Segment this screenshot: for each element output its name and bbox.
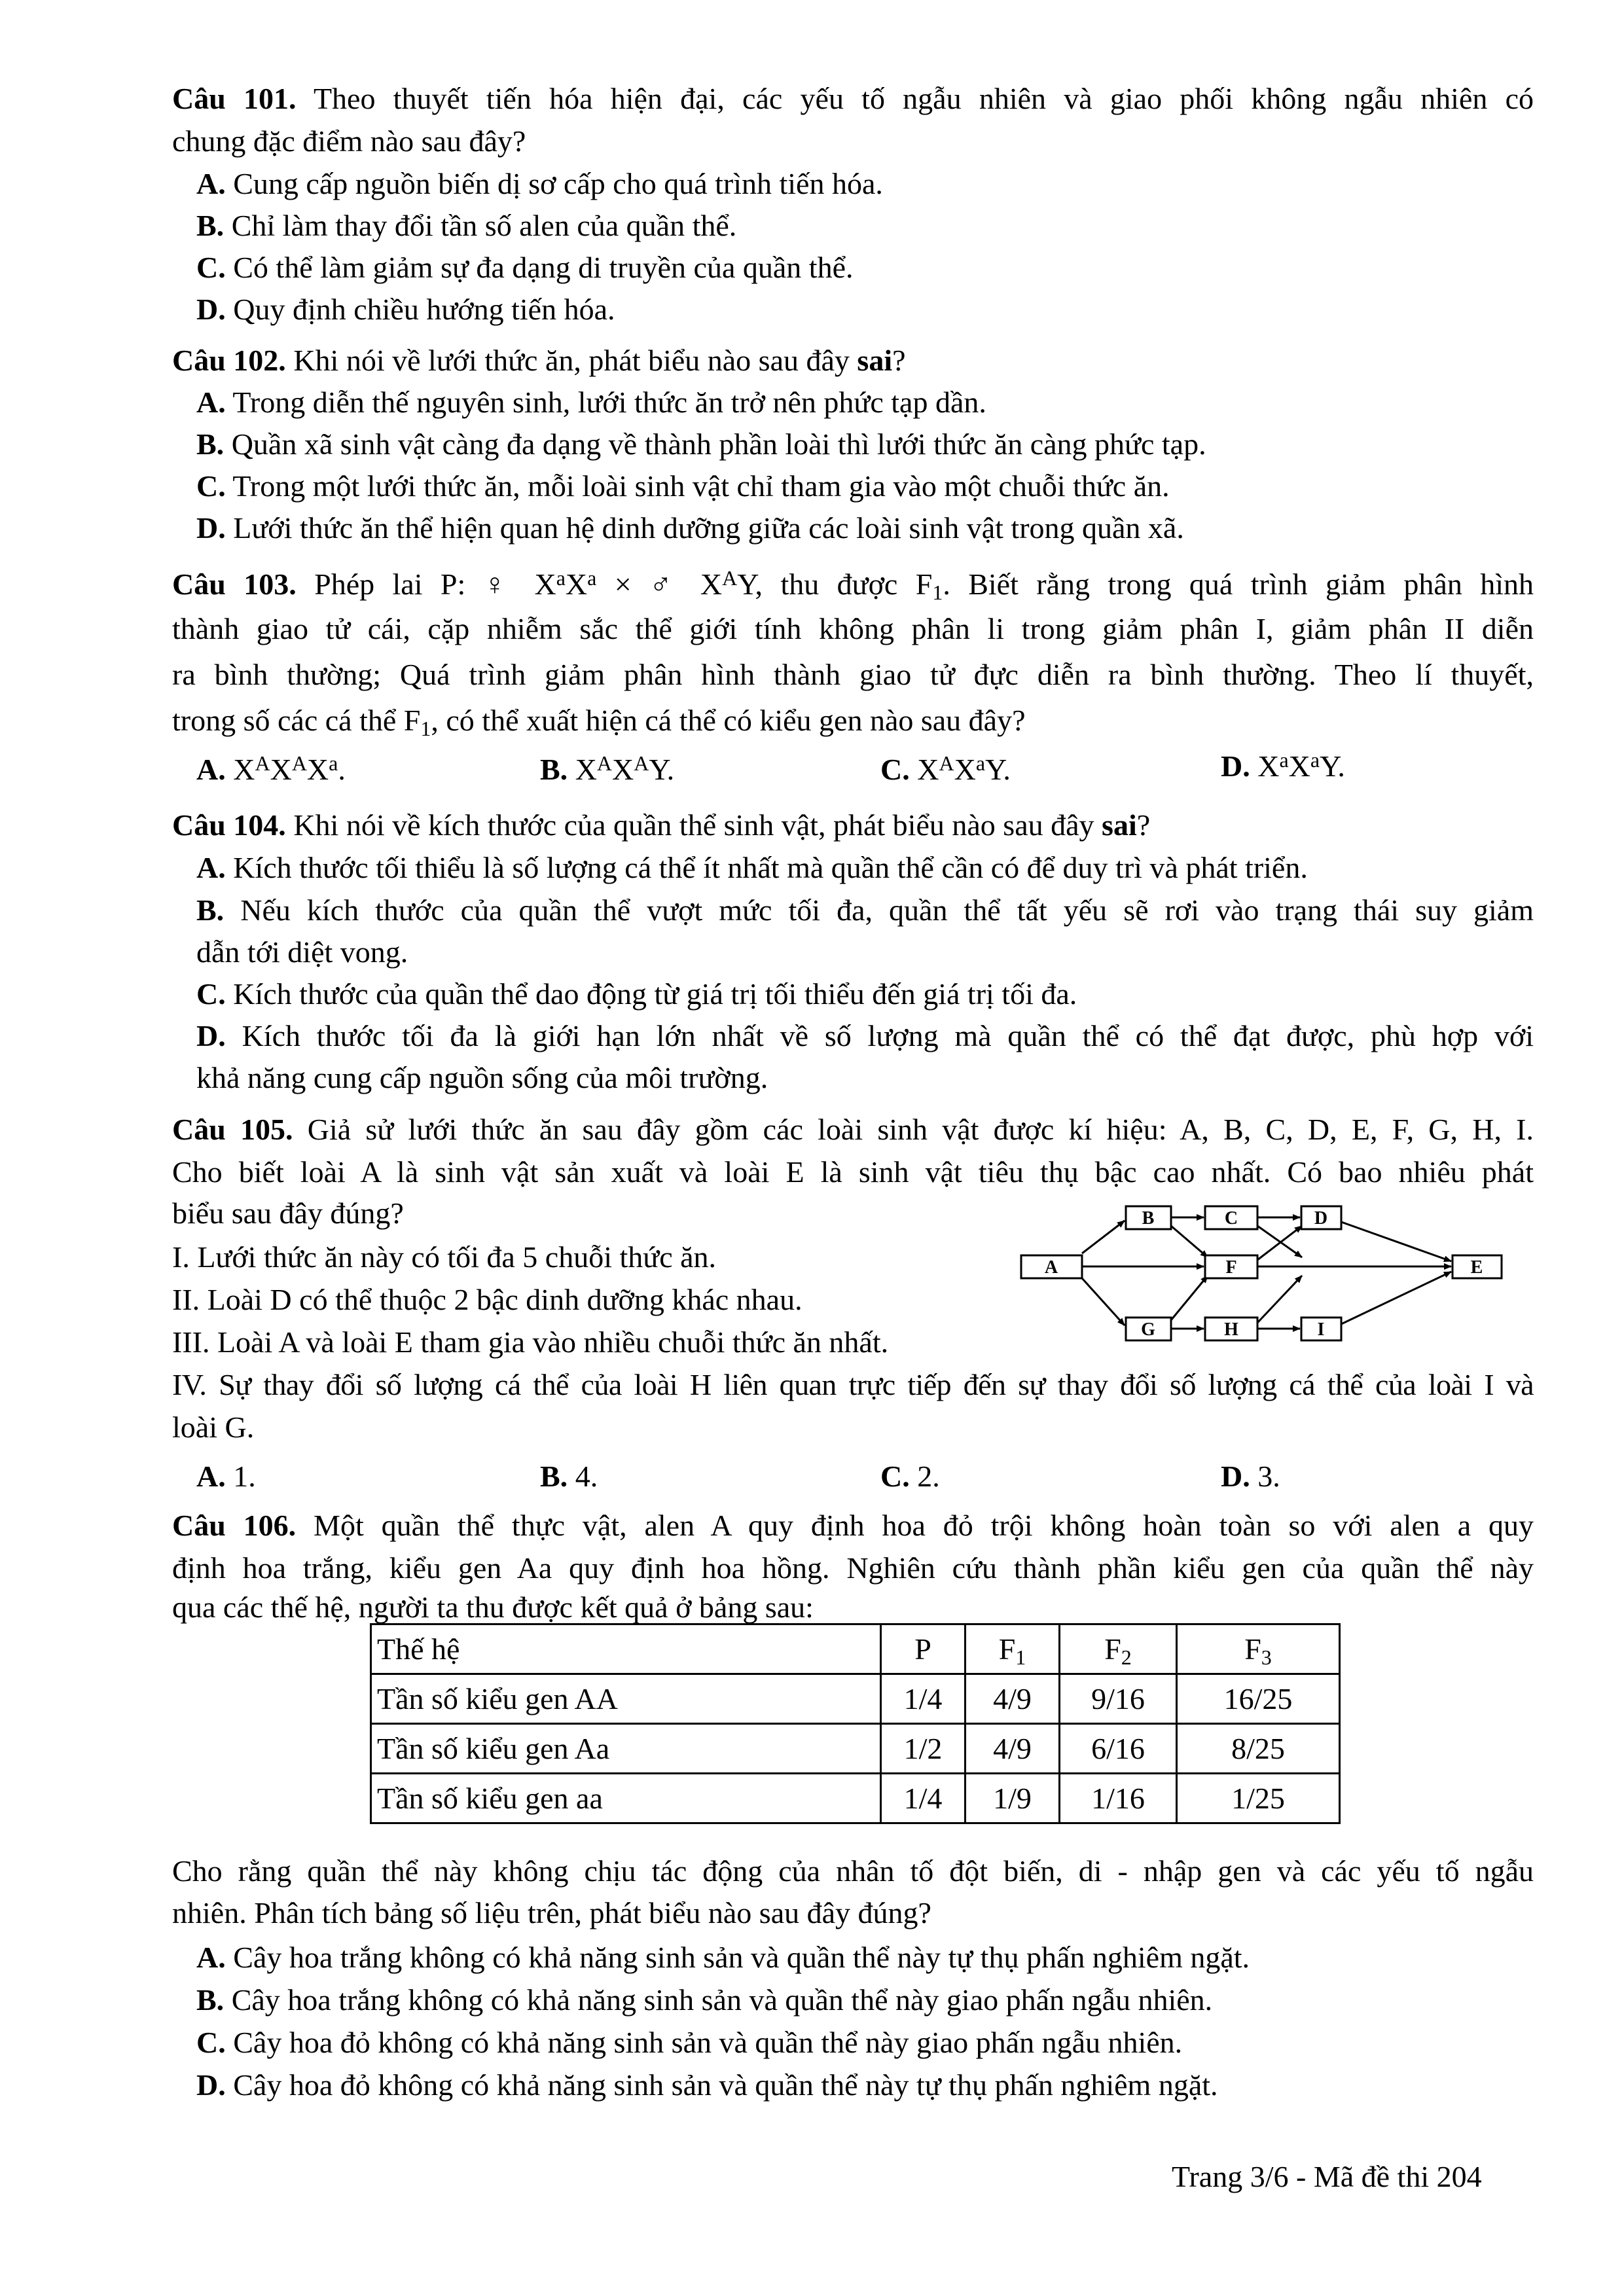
- edge-a-g: [1082, 1278, 1125, 1325]
- superscript: a: [1310, 748, 1320, 772]
- subscript: 1: [1015, 1645, 1026, 1669]
- q103-cross-text: Phép lai P: ♀ X: [314, 567, 556, 601]
- q103-stem-line1: [172, 564, 1534, 605]
- option-text: Quy định chiều hướng tiến hóa.: [233, 293, 615, 326]
- node-e-label: E: [1470, 1257, 1483, 1278]
- food-web-diagram: [1018, 1194, 1528, 1358]
- q104-option-b-line1: [196, 890, 1534, 931]
- genotype-letter: X: [954, 753, 976, 786]
- table-cell: 1/4: [881, 1674, 965, 1724]
- option-key: A.: [196, 1460, 226, 1493]
- genotype-letter: X: [1288, 749, 1310, 783]
- table-cell: 1/2: [881, 1724, 965, 1774]
- option-key: C.: [196, 251, 226, 284]
- q103-option-d: [1221, 746, 1345, 787]
- q102-stem-end: ?: [892, 344, 906, 377]
- q104-option-d-line2: khả năng cung cấp nguồn sống của môi trường.: [196, 1061, 768, 1094]
- q105-answer-d: [1221, 1456, 1280, 1497]
- option-key: C.: [880, 753, 910, 786]
- q106-stem-line3: qua các thế hệ, người ta thu được kết quả ở bảng sau:: [172, 1590, 814, 1624]
- option-key: A.: [196, 851, 226, 884]
- q103-stem-line4: [172, 700, 1534, 741]
- q104-option-d-line1: [196, 1016, 1534, 1056]
- subscript: 1: [932, 581, 943, 604]
- q106-stem-line1: [172, 1505, 1534, 1546]
- q101-label: Câu 101.: [172, 82, 297, 115]
- q104-stem-end: ?: [1136, 808, 1151, 842]
- option-key: A.: [196, 167, 226, 200]
- q106-option-d: [196, 2065, 1558, 2106]
- option-key: B.: [540, 1460, 568, 1493]
- table-cell: 4/9: [965, 1674, 1060, 1724]
- option-key: D.: [1221, 1460, 1250, 1493]
- option-text: Kích thước của quần thể dao động từ giá trị tối thiểu đến giá trị tối đa.: [233, 977, 1077, 1011]
- table-cell: Tần số kiểu gen Aa: [371, 1724, 881, 1774]
- q103-option-b: [540, 749, 674, 790]
- genotype-letter: X: [612, 753, 634, 786]
- option-key: C.: [880, 1460, 910, 1493]
- q104-label: Câu 104.: [172, 808, 286, 842]
- option-text: 1.: [233, 1460, 256, 1493]
- q105-stem-line2: Cho biết loài A là sinh vật sản xuất và loài E là sinh vật tiêu thụ bậc cao nhất. Có bao nhiêu phát: [172, 1155, 1534, 1189]
- subscript: 2: [1121, 1645, 1132, 1669]
- q103-stem-text: , có thể xuất hiện cá thể có kiểu gen nào sau đây?: [431, 704, 1026, 737]
- table-header-cell: Thế hệ: [371, 1624, 881, 1674]
- q106-stem-line2: định hoa trắng, kiểu gen Aa quy định hoa hồng. Nghiên cứu thành phần kiểu gen của quần thể này: [172, 1551, 1534, 1585]
- option-text: Cây hoa đỏ không có khả năng sinh sản và quần thể này tự thụ phấn nghiêm ngặt.: [233, 2068, 1218, 2102]
- q101-stem-text1: Theo thuyết tiến hóa hiện đại, các yếu tố ngẫu nhiên và giao phối không ngẫu nhiên có: [313, 82, 1534, 115]
- q104-option-c: [196, 974, 1558, 1014]
- q103-stem-text: trong số các cá thể F: [172, 704, 421, 737]
- q105-statement-3: III. Loài A và loài E tham gia vào nhiều chuỗi thức ăn nhất.: [172, 1325, 889, 1359]
- page-footer: Trang 3/6 - Mã đề thi 204: [1172, 2160, 1482, 2193]
- q106-stem-text: Một quần thể thực vật, alen A quy định hoa đỏ trội không hoàn toàn so với alen a quy: [314, 1509, 1534, 1542]
- option-key: B.: [196, 893, 225, 927]
- table-cell: 8/25: [1177, 1724, 1340, 1774]
- q104-stem-text: Khi nói về kích thước của quần thể sinh vật, phát biểu nào sau đây: [293, 808, 1094, 842]
- header-text: F: [1244, 1632, 1261, 1666]
- q104-option-b-line2: dẫn tới diệt vong.: [196, 935, 408, 969]
- q105-statement-4-line2: loài G.: [172, 1410, 255, 1444]
- option-key: D.: [1221, 749, 1250, 783]
- header-text: F: [998, 1632, 1016, 1666]
- q102-stem-text: Khi nói về lưới thức ăn, phát biểu nào sau đây: [293, 344, 850, 377]
- q101-option-a: [196, 164, 1558, 204]
- table-cell: 4/9: [965, 1724, 1060, 1774]
- genotype-letter: .: [1003, 753, 1011, 786]
- q105-stem-text: Giả sử lưới thức ăn sau đây gồm các loài sinh vật được kí hiệu: A, B, C, D, E, F, G, H, I.: [307, 1113, 1534, 1146]
- genotype-letter: Y: [649, 753, 667, 786]
- table-cell: Tần số kiểu gen AA: [371, 1674, 881, 1724]
- q105-statement-4-line1: IV. Sự thay đổi số lượng cá thể của loài H liên quan trực tiếp đến sự thay đổi số lượng cá thể của loài I và: [172, 1368, 1534, 1401]
- q104-stem: [172, 805, 1534, 846]
- superscript: A: [596, 751, 613, 775]
- q104-stem-emphasis: sai: [1102, 808, 1137, 842]
- table-row: [371, 1724, 1340, 1774]
- genotype-letter: Y: [1320, 749, 1338, 783]
- genotype-frequency-table: [370, 1623, 1341, 1824]
- q102-stem: [172, 340, 1534, 381]
- q105-answer-c: [880, 1456, 940, 1497]
- node-b-label: B: [1142, 1208, 1155, 1229]
- table-header-cell: [1060, 1624, 1177, 1674]
- option-text: Cây hoa trắng không có khả năng sinh sản và quần thể này giao phấn ngẫu nhiên.: [231, 1983, 1213, 2017]
- superscript: a: [1279, 748, 1289, 772]
- table-cell: 16/25: [1177, 1674, 1340, 1724]
- superscript: A: [722, 566, 738, 590]
- genotype-letter: X: [233, 753, 255, 786]
- edge-g-f: [1171, 1276, 1208, 1320]
- genotype-letter: .: [338, 753, 346, 786]
- header-text: F: [1104, 1632, 1121, 1666]
- q103-option-c: [880, 749, 1011, 790]
- genotype-letter: .: [666, 753, 675, 786]
- q102-option-d: [196, 508, 1558, 548]
- q105-answer-a: [196, 1456, 256, 1497]
- option-key: C.: [196, 469, 226, 503]
- q101-option-c: [196, 247, 1558, 288]
- node-g-label: G: [1141, 1319, 1155, 1340]
- table-cell: 1/4: [881, 1774, 965, 1823]
- table-header-cell: [1177, 1624, 1340, 1674]
- table-row: [371, 1774, 1340, 1823]
- q103-option-a: [196, 749, 346, 790]
- edge-d-e: [1341, 1222, 1451, 1261]
- node-d-label: D: [1314, 1208, 1328, 1229]
- edge-i-e: [1341, 1272, 1451, 1324]
- option-key: D.: [196, 1019, 226, 1052]
- superscript: a: [587, 566, 597, 590]
- option-text: Lưới thức ăn thể hiện quan hệ dinh dưỡng giữa các loài sinh vật trong quần xã.: [233, 511, 1184, 545]
- genotype-letter: X: [270, 753, 292, 786]
- table-cell: Tần số kiểu gen aa: [371, 1774, 881, 1823]
- option-key: D.: [196, 293, 226, 326]
- table-cell: 9/16: [1060, 1674, 1177, 1724]
- option-text: Cây hoa đỏ không có khả năng sinh sản và quần thể này giao phấn ngẫu nhiên.: [233, 2026, 1183, 2059]
- option-text: Trong diễn thế nguyên sinh, lưới thức ăn trở nên phức tạp dần.: [232, 386, 986, 419]
- q102-option-c: [196, 466, 1558, 507]
- option-text: Kích thước tối thiểu là số lượng cá thể ít nhất mà quần thể cần có để duy trì và phát triển.: [233, 851, 1308, 884]
- option-text: Kích thước tối đa là giới hạn lớn nhất về số lượng mà quần thể có thể đạt được, phù hợp với: [242, 1019, 1534, 1052]
- edge-a-b: [1082, 1221, 1125, 1253]
- subscript: 1: [420, 717, 431, 740]
- q103-cross-text: × ♂ X: [596, 567, 723, 601]
- node-h-label: H: [1224, 1319, 1238, 1340]
- q103-cross-text: Y, thu được F: [737, 567, 933, 601]
- q105-stem-line3: biểu sau đây đúng?: [172, 1196, 404, 1230]
- option-text: Nếu kích thước của quần thể vượt mức tối đa, quần thể tất yếu sẽ rơi vào trạng thái suy giảm: [240, 893, 1534, 927]
- table-header-cell: P: [881, 1624, 965, 1674]
- q103-cross-text: . Biết rằng trong quá trình giảm phân hình: [943, 567, 1534, 601]
- q102-option-b: [196, 424, 1558, 465]
- q106-after-line1: Cho rằng quần thể này không chịu tác động của nhân tố đột biến, di - nhập gen và các yếu tố ngẫu: [172, 1854, 1534, 1888]
- genotype-letter: .: [1337, 749, 1345, 783]
- superscript: a: [975, 751, 986, 775]
- q106-option-a: [196, 1937, 1558, 1978]
- option-key: B.: [196, 427, 225, 461]
- table-header-cell: [965, 1624, 1060, 1674]
- q105-label: Câu 105.: [172, 1113, 293, 1146]
- superscript: a: [556, 566, 566, 590]
- q103-stem-line3: ra bình thường; Quá trình giảm phân hình thành giao tử đực diễn ra bình thường. Theo lí thuyết,: [172, 658, 1534, 691]
- table-cell: 1/9: [965, 1774, 1060, 1823]
- option-key: D.: [196, 2068, 226, 2102]
- q103-label: Câu 103.: [172, 567, 297, 601]
- genotype-letter: X: [306, 753, 329, 786]
- option-text: Trong một lưới thức ăn, mỗi loài sinh vật chỉ tham gia vào một chuỗi thức ăn.: [232, 469, 1170, 503]
- option-key: C.: [196, 2026, 226, 2059]
- q101-option-d: [196, 289, 1558, 330]
- table-header-row: [371, 1624, 1340, 1674]
- node-f-label: F: [1225, 1257, 1237, 1278]
- node-a-label: A: [1044, 1257, 1058, 1278]
- genotype-letter: X: [575, 753, 597, 786]
- table-cell: 1/25: [1177, 1774, 1340, 1823]
- option-key: D.: [196, 511, 226, 545]
- q102-stem-emphasis: sai: [857, 344, 893, 377]
- q103-cross-text: X: [565, 567, 588, 601]
- superscript: A: [634, 751, 649, 775]
- q102-label: Câu 102.: [172, 344, 286, 377]
- genotype-letter: X: [917, 753, 939, 786]
- q106-after-line2: nhiên. Phân tích bảng số liệu trên, phát biểu nào sau đây đúng?: [172, 1896, 931, 1929]
- q103-stem-line2: thành giao tử cái, cặp nhiễm sắc thể giới tính không phân li trong giảm phân I, giảm phân II diễn: [172, 612, 1534, 645]
- superscript: A: [291, 751, 307, 775]
- table-cell: 1/16: [1060, 1774, 1177, 1823]
- edge-b-f: [1171, 1226, 1208, 1257]
- node-c-label: C: [1224, 1208, 1238, 1229]
- option-key: A.: [196, 753, 226, 786]
- q106-option-c: [196, 2022, 1558, 2063]
- option-key: B.: [196, 1983, 225, 2017]
- option-text: 4.: [575, 1460, 598, 1493]
- table-row: [371, 1674, 1340, 1724]
- q101-option-b: [196, 206, 1558, 246]
- superscript: A: [255, 751, 270, 775]
- genotype-letter: Y: [985, 753, 1003, 786]
- edge-h-f: [1257, 1276, 1302, 1323]
- superscript: a: [329, 751, 338, 775]
- subscript: 3: [1261, 1645, 1272, 1669]
- q106-option-b: [196, 1980, 1558, 2020]
- q101-stem-line1: [172, 79, 1534, 119]
- superscript: A: [939, 751, 954, 775]
- q105-statement-2: II. Loài D có thể thuộc 2 bậc dinh dưỡng khác nhau.: [172, 1283, 803, 1316]
- q105-answer-b: [540, 1456, 598, 1497]
- option-text: Cung cấp nguồn biến dị sơ cấp cho quá trình tiến hóa.: [233, 167, 883, 200]
- option-key: A.: [196, 1941, 226, 1974]
- q101-stem-line2: chung đặc điểm nào sau đây?: [172, 124, 526, 158]
- node-i-label: I: [1317, 1319, 1325, 1340]
- option-key: C.: [196, 977, 226, 1011]
- option-key: A.: [196, 386, 226, 419]
- option-text: Chỉ làm thay đổi tần số alen của quần thể.: [231, 209, 737, 242]
- option-text: 3.: [1257, 1460, 1280, 1493]
- q105-stem-line1: [172, 1109, 1534, 1150]
- option-key: B.: [540, 753, 568, 786]
- q104-option-a: [196, 848, 1558, 888]
- q105-statement-1: I. Lưới thức ăn này có tối đa 5 chuỗi thức ăn.: [172, 1240, 717, 1274]
- q106-label: Câu 106.: [172, 1509, 297, 1542]
- option-text: 2.: [917, 1460, 940, 1493]
- genotype-letter: X: [1257, 749, 1280, 783]
- option-key: B.: [196, 209, 225, 242]
- table-cell: 6/16: [1060, 1724, 1177, 1774]
- q102-option-a: [196, 382, 1558, 423]
- option-text: Có thể làm giảm sự đa dạng di truyền của quần thể.: [233, 251, 854, 284]
- option-text: Quần xã sinh vật càng đa dạng về thành phần loài thì lưới thức ăn càng phức tạp.: [231, 427, 1206, 461]
- option-text: Cây hoa trắng không có khả năng sinh sản và quần thể này tự thụ phấn nghiêm ngặt.: [233, 1941, 1250, 1974]
